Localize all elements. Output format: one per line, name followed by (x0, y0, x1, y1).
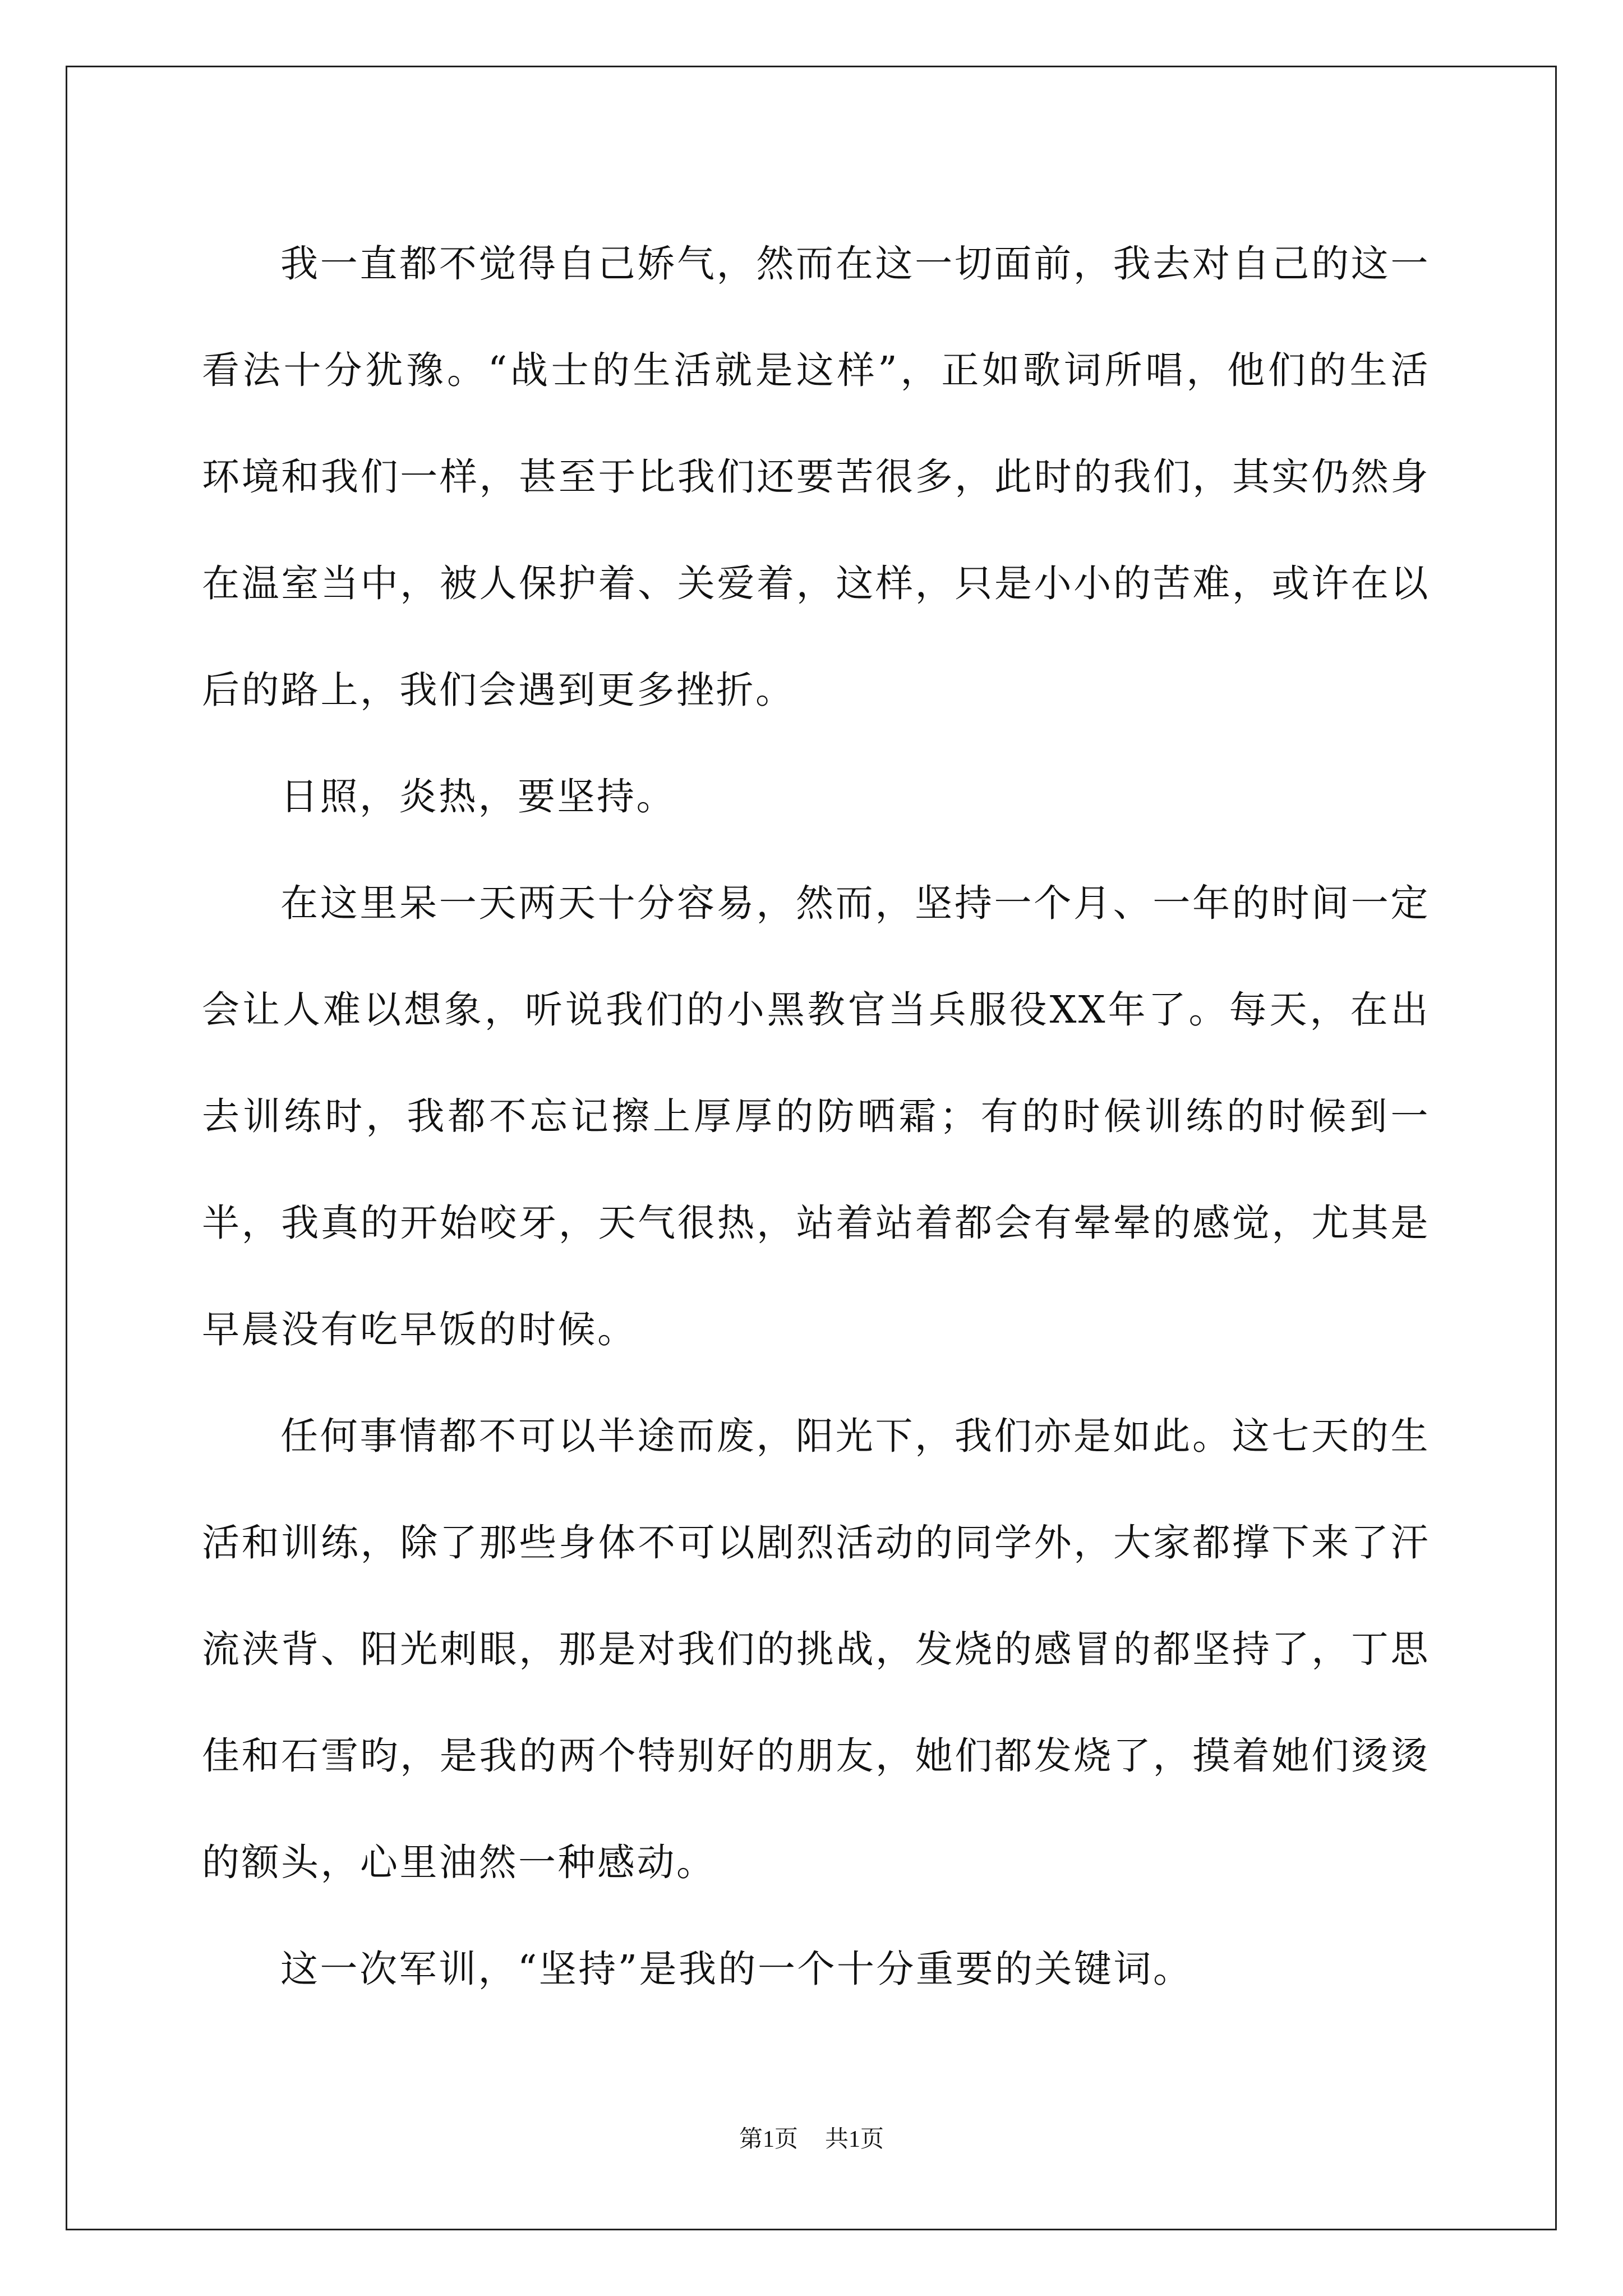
paragraph-3: 在这里呆一天两天十分容易，然而，坚持一个月、一年的时间一定会让人难以想象，听说我们的小黑教官当兵服役XX年了。每天，在出去训练时，我都不忘记擦上厚厚的防晒霜；有的时候训练的时候到一半，我真的开始咬牙，天气很热，站着站着都会有晕晕的感觉，尤其是早晨没有吃早饭的时候。 (202, 881, 1430, 1351)
document-body (202, 210, 1430, 2022)
page-footer (0, 2120, 1623, 2154)
paragraph-5: 这一次军训，“坚持”是我的一个十分重要的关键词。 (280, 1947, 1193, 1991)
paragraph-1: 我一直都不觉得自己娇气，然而在这一切面前，我去对自己的这一看法十分犹豫。“战士的生活就是这样”，正如歌词所唱，他们的生活环境和我们一样，甚至于比我们还要苦很多，此时的我们，其实仍然身在温室当中，被人保护着、关爱着，这样，只是小小的苦难，或许在以后的路上，我们会遇到更多挫折。 (202, 242, 1430, 712)
paragraph-4: 任何事情都不可以半途而废，阳光下，我们亦是如此。这七天的生活和训练，除了那些身体不可以剧烈活动的同学外，大家都撑下来了汗流浃背、阳光刺眼，那是对我们的挑战，发烧的感冒的都坚持了，丁思佳和石雪昀，是我的两个特别好的朋友，她们都发烧了，摸着她们烫烫的额头，心里油然一种感动。 (202, 1414, 1430, 1884)
page-total: 共1页 (825, 2127, 884, 2152)
paragraph-2: 日照，炎热，要坚持。 (280, 775, 676, 818)
page-number: 第1页 (739, 2127, 798, 2152)
